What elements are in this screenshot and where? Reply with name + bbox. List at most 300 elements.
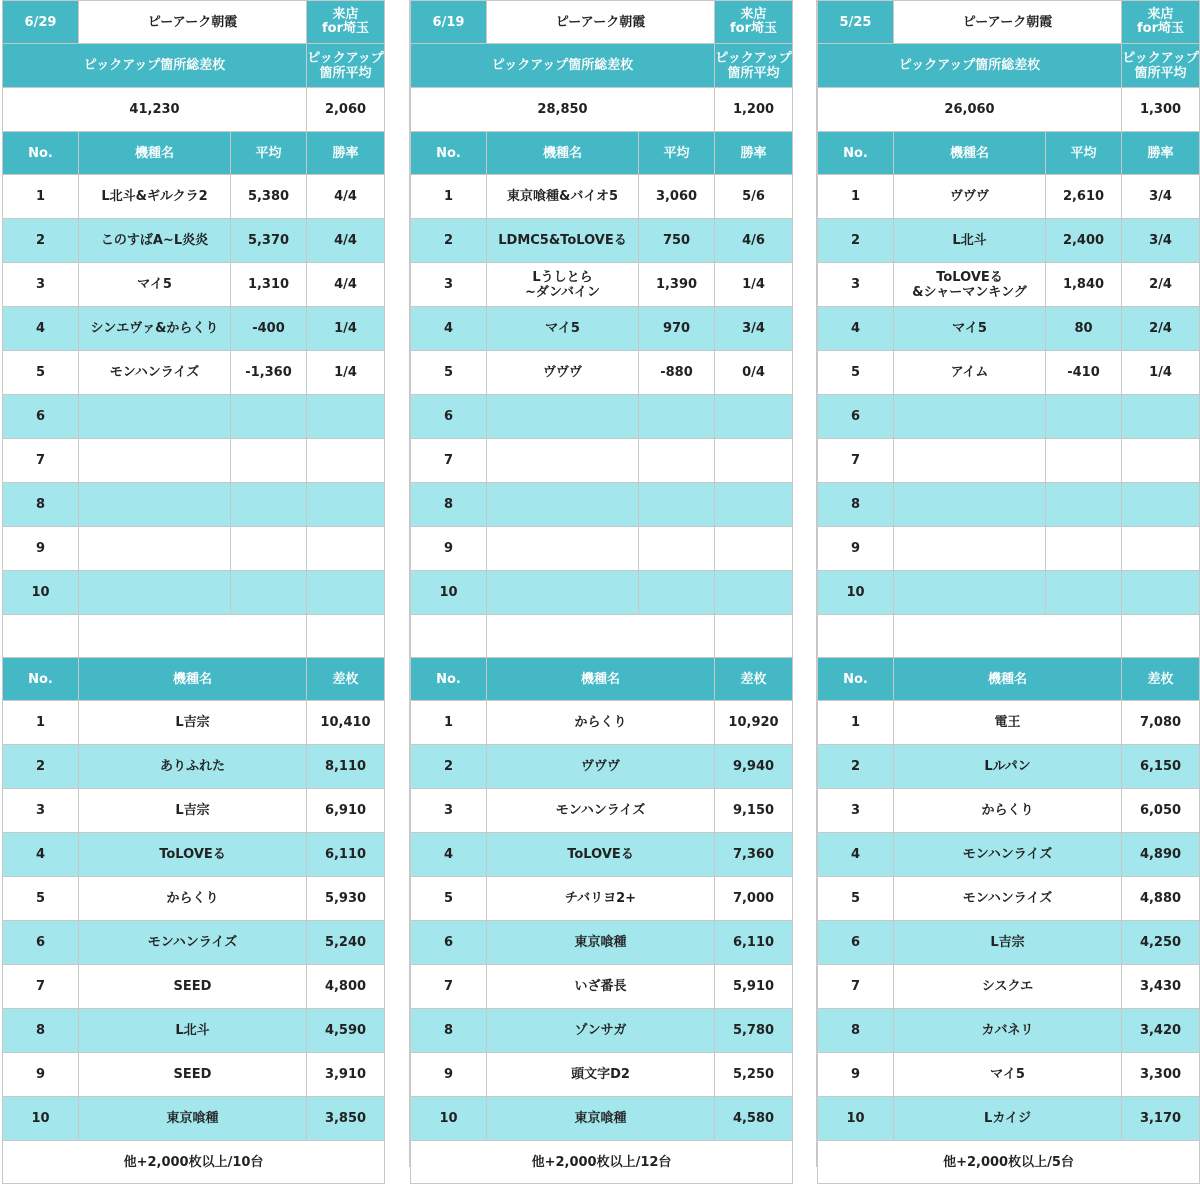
rank-no: 6 — [411, 921, 487, 965]
row-average — [639, 483, 715, 527]
row-model: アイム — [894, 351, 1046, 395]
spacer-cell — [79, 615, 307, 658]
row-win-rate — [715, 439, 793, 483]
col-header-average: 平均 — [1046, 132, 1122, 175]
rank-model: L北斗 — [79, 1009, 307, 1053]
pickup-row — [3, 175, 385, 219]
store-name: ピーアーク朝霞 — [894, 1, 1122, 44]
row-average: 1,310 — [231, 263, 307, 307]
ranking-row — [818, 1009, 1200, 1053]
rank-no: 9 — [3, 1053, 79, 1097]
date-cell: 6/29 — [3, 1, 79, 44]
pickup-avg-header: ピックアップ箇所平均 — [307, 44, 385, 88]
pickup-avg-value: 1,300 — [1122, 88, 1200, 132]
row-no: 4 — [411, 307, 487, 351]
row-no: 10 — [411, 571, 487, 615]
ranking-row — [411, 877, 793, 921]
pickup-avg-header: ピックアップ箇所平均 — [1122, 44, 1200, 88]
row-average: -400 — [231, 307, 307, 351]
rank-diff: 3,300 — [1122, 1053, 1200, 1097]
rank-no: 5 — [818, 877, 894, 921]
row-no: 2 — [818, 219, 894, 263]
row-no: 2 — [411, 219, 487, 263]
rank-no: 8 — [818, 1009, 894, 1053]
rank-model: Lカイジ — [894, 1097, 1122, 1141]
ranking-row — [818, 701, 1200, 745]
report-panel — [817, 0, 1199, 1184]
row-no: 2 — [3, 219, 79, 263]
row-no: 9 — [818, 527, 894, 571]
row-no: 8 — [818, 483, 894, 527]
row-no: 9 — [411, 527, 487, 571]
rank-diff: 5,250 — [715, 1053, 793, 1097]
row-win-rate: 1/4 — [307, 307, 385, 351]
rank-header-model: 機種名 — [79, 658, 307, 701]
row-model: マイ5 — [79, 263, 231, 307]
visit-region: for埼玉 — [1137, 21, 1185, 36]
pickup-row — [3, 351, 385, 395]
report-panel — [410, 0, 792, 1184]
ranking-row — [411, 833, 793, 877]
pickup-row — [411, 483, 793, 527]
col-header-no: No. — [3, 132, 79, 175]
visit-cell — [715, 1, 793, 44]
rank-model: 電王 — [894, 701, 1122, 745]
rank-no: 1 — [411, 701, 487, 745]
row-model: このすばA~L炎炎 — [79, 219, 231, 263]
rank-diff: 5,910 — [715, 965, 793, 1009]
row-no: 7 — [3, 439, 79, 483]
rank-no: 2 — [3, 745, 79, 789]
rank-diff: 4,800 — [307, 965, 385, 1009]
row-model — [894, 395, 1046, 439]
row-average: -410 — [1046, 351, 1122, 395]
ranking-row — [818, 833, 1200, 877]
pickup-row — [3, 527, 385, 571]
row-model: ToLOVEる &シャーマンキング — [894, 263, 1046, 307]
ranking-row — [3, 833, 385, 877]
row-win-rate — [715, 571, 793, 615]
ranking-row — [3, 921, 385, 965]
rank-no: 6 — [3, 921, 79, 965]
rank-model: モンハンライズ — [79, 921, 307, 965]
pickup-total-value: 41,230 — [3, 88, 307, 132]
rank-no: 5 — [3, 877, 79, 921]
row-model: シンエヴァ&からくり — [79, 307, 231, 351]
row-model — [894, 571, 1046, 615]
pickup-avg-value: 1,200 — [715, 88, 793, 132]
rank-no: 1 — [818, 701, 894, 745]
col-header-win-rate: 勝率 — [715, 132, 793, 175]
row-average: -1,360 — [231, 351, 307, 395]
row-average: 1,390 — [639, 263, 715, 307]
rank-diff: 4,590 — [307, 1009, 385, 1053]
row-average: 2,610 — [1046, 175, 1122, 219]
visit-label: 来店 — [332, 7, 359, 22]
ranking-row — [3, 965, 385, 1009]
ranking-row — [3, 745, 385, 789]
rank-no: 2 — [818, 745, 894, 789]
pickup-row — [818, 351, 1200, 395]
rank-diff: 3,910 — [307, 1053, 385, 1097]
rank-diff: 4,890 — [1122, 833, 1200, 877]
spacer-cell — [487, 615, 715, 658]
pickup-total-header: ピックアップ箇所総差枚 — [3, 44, 307, 88]
pickup-row — [3, 219, 385, 263]
rank-no: 2 — [411, 745, 487, 789]
row-no: 4 — [818, 307, 894, 351]
row-no: 1 — [818, 175, 894, 219]
ranking-row — [818, 1053, 1200, 1097]
row-no: 10 — [818, 571, 894, 615]
row-win-rate: 1/4 — [1122, 351, 1200, 395]
pickup-row — [3, 483, 385, 527]
rank-model: 東京喰種 — [79, 1097, 307, 1141]
rank-diff: 9,940 — [715, 745, 793, 789]
ranking-row — [411, 1053, 793, 1097]
row-average — [231, 439, 307, 483]
row-average: 80 — [1046, 307, 1122, 351]
rank-model: 頭文字D2 — [487, 1053, 715, 1097]
ranking-row — [411, 1097, 793, 1141]
rank-no: 7 — [411, 965, 487, 1009]
rank-diff: 4,880 — [1122, 877, 1200, 921]
pickup-row — [411, 439, 793, 483]
row-no: 3 — [411, 263, 487, 307]
rank-diff: 7,080 — [1122, 701, 1200, 745]
ranking-row — [3, 701, 385, 745]
row-average: 2,400 — [1046, 219, 1122, 263]
rank-model: L吉宗 — [79, 701, 307, 745]
row-model — [487, 483, 639, 527]
rank-header-no: No. — [818, 658, 894, 701]
footer-note: 他+2,000枚以上/12台 — [411, 1141, 793, 1184]
rank-model: いざ番長 — [487, 965, 715, 1009]
row-win-rate: 0/4 — [715, 351, 793, 395]
ranking-row — [818, 745, 1200, 789]
pickup-row — [818, 439, 1200, 483]
col-header-average: 平均 — [231, 132, 307, 175]
row-model: モンハンライズ — [79, 351, 231, 395]
rank-model: ゾンサガ — [487, 1009, 715, 1053]
row-average: 3,060 — [639, 175, 715, 219]
row-average — [1046, 439, 1122, 483]
visit-region: for埼玉 — [322, 21, 370, 36]
rank-model: ToLOVEる — [79, 833, 307, 877]
row-model — [487, 395, 639, 439]
pickup-row — [818, 571, 1200, 615]
ranking-row — [411, 701, 793, 745]
row-no: 5 — [411, 351, 487, 395]
rank-header-diff: 差枚 — [307, 658, 385, 701]
rank-diff: 6,150 — [1122, 745, 1200, 789]
row-no: 1 — [3, 175, 79, 219]
pickup-row — [818, 395, 1200, 439]
row-no: 6 — [411, 395, 487, 439]
row-no: 10 — [3, 571, 79, 615]
rank-model: マイ5 — [894, 1053, 1122, 1097]
pickup-row — [3, 395, 385, 439]
rank-model: からくり — [487, 701, 715, 745]
row-model: ヴヴヴ — [487, 351, 639, 395]
report-table — [410, 0, 793, 1184]
row-win-rate — [1122, 439, 1200, 483]
visit-cell — [307, 1, 385, 44]
row-average — [639, 439, 715, 483]
row-model — [894, 527, 1046, 571]
ranking-row — [411, 921, 793, 965]
rank-diff: 7,000 — [715, 877, 793, 921]
rank-no: 3 — [818, 789, 894, 833]
rank-no: 3 — [411, 789, 487, 833]
row-model — [487, 439, 639, 483]
ranking-row — [411, 745, 793, 789]
row-win-rate: 1/4 — [307, 351, 385, 395]
rank-model: シスクエ — [894, 965, 1122, 1009]
rank-model: モンハンライズ — [487, 789, 715, 833]
ranking-row — [3, 1009, 385, 1053]
row-win-rate: 4/6 — [715, 219, 793, 263]
row-win-rate: 1/4 — [715, 263, 793, 307]
row-win-rate — [1122, 395, 1200, 439]
row-average — [231, 527, 307, 571]
rank-diff: 3,170 — [1122, 1097, 1200, 1141]
row-average — [639, 395, 715, 439]
pickup-row — [3, 263, 385, 307]
pickup-total-value: 28,850 — [411, 88, 715, 132]
ranking-row — [818, 789, 1200, 833]
rank-diff: 5,930 — [307, 877, 385, 921]
row-model — [894, 439, 1046, 483]
rank-model: SEED — [79, 1053, 307, 1097]
row-win-rate — [1122, 483, 1200, 527]
row-win-rate — [715, 527, 793, 571]
row-model: マイ5 — [487, 307, 639, 351]
rank-model: モンハンライズ — [894, 833, 1122, 877]
row-win-rate — [307, 395, 385, 439]
pickup-row — [411, 175, 793, 219]
rank-no: 8 — [411, 1009, 487, 1053]
pickup-total-value: 26,060 — [818, 88, 1122, 132]
row-no: 9 — [3, 527, 79, 571]
row-average: 1,840 — [1046, 263, 1122, 307]
pickup-avg-value: 2,060 — [307, 88, 385, 132]
pickup-row — [411, 527, 793, 571]
row-no: 1 — [411, 175, 487, 219]
rank-diff: 3,420 — [1122, 1009, 1200, 1053]
row-no: 8 — [411, 483, 487, 527]
row-win-rate: 3/4 — [715, 307, 793, 351]
pickup-row — [3, 439, 385, 483]
col-header-model: 機種名 — [79, 132, 231, 175]
row-model — [894, 483, 1046, 527]
ranking-row — [411, 789, 793, 833]
rank-diff: 6,110 — [307, 833, 385, 877]
rank-model: Lルパン — [894, 745, 1122, 789]
rank-model: 東京喰種 — [487, 921, 715, 965]
row-no: 6 — [818, 395, 894, 439]
row-model: L北斗&ギルクラ2 — [79, 175, 231, 219]
rank-diff: 6,050 — [1122, 789, 1200, 833]
row-no: 5 — [3, 351, 79, 395]
row-average — [1046, 395, 1122, 439]
row-average: 5,380 — [231, 175, 307, 219]
row-average: 750 — [639, 219, 715, 263]
spacer-cell — [715, 615, 793, 658]
col-header-win-rate: 勝率 — [307, 132, 385, 175]
visit-label: 来店 — [1147, 7, 1174, 22]
rank-model: L吉宗 — [79, 789, 307, 833]
row-no: 3 — [818, 263, 894, 307]
row-win-rate: 3/4 — [1122, 175, 1200, 219]
pickup-row — [411, 263, 793, 307]
rank-model: L吉宗 — [894, 921, 1122, 965]
pickup-row — [411, 219, 793, 263]
row-no: 5 — [818, 351, 894, 395]
row-win-rate: 2/4 — [1122, 263, 1200, 307]
pickup-row — [3, 307, 385, 351]
row-no: 6 — [3, 395, 79, 439]
row-model — [487, 571, 639, 615]
row-no: 7 — [411, 439, 487, 483]
rank-model: からくり — [894, 789, 1122, 833]
rank-diff: 4,250 — [1122, 921, 1200, 965]
rank-diff: 7,360 — [715, 833, 793, 877]
ranking-row — [3, 877, 385, 921]
visit-label: 来店 — [740, 7, 767, 22]
pickup-row — [818, 263, 1200, 307]
rank-diff: 4,580 — [715, 1097, 793, 1141]
rank-model: 東京喰種 — [487, 1097, 715, 1141]
rank-diff: 3,850 — [307, 1097, 385, 1141]
store-name: ピーアーク朝霞 — [79, 1, 307, 44]
spacer-cell — [818, 615, 894, 658]
ranking-row — [818, 965, 1200, 1009]
ranking-row — [818, 1097, 1200, 1141]
rank-diff: 6,110 — [715, 921, 793, 965]
rank-diff: 8,110 — [307, 745, 385, 789]
visit-region: for埼玉 — [730, 21, 778, 36]
row-no: 8 — [3, 483, 79, 527]
pickup-row — [818, 527, 1200, 571]
row-win-rate: 4/4 — [307, 175, 385, 219]
rank-no: 5 — [411, 877, 487, 921]
row-average — [231, 571, 307, 615]
rank-model: ありふれた — [79, 745, 307, 789]
panel-separator — [384, 0, 410, 1167]
rank-no: 9 — [818, 1053, 894, 1097]
row-average — [231, 395, 307, 439]
rank-no: 6 — [818, 921, 894, 965]
ranking-row — [411, 965, 793, 1009]
pickup-row — [818, 483, 1200, 527]
report-panel — [2, 0, 384, 1184]
rank-header-model: 機種名 — [487, 658, 715, 701]
rank-diff: 5,780 — [715, 1009, 793, 1053]
footer-note: 他+2,000枚以上/5台 — [818, 1141, 1200, 1184]
footer-note: 他+2,000枚以上/10台 — [3, 1141, 385, 1184]
row-average — [1046, 527, 1122, 571]
panel-separator — [792, 0, 817, 1167]
row-win-rate — [1122, 527, 1200, 571]
rank-diff: 10,920 — [715, 701, 793, 745]
col-header-no: No. — [411, 132, 487, 175]
ranking-row — [411, 1009, 793, 1053]
row-win-rate — [715, 483, 793, 527]
rank-model: ToLOVEる — [487, 833, 715, 877]
ranking-row — [3, 1053, 385, 1097]
rank-model: SEED — [79, 965, 307, 1009]
col-header-no: No. — [818, 132, 894, 175]
row-win-rate: 3/4 — [1122, 219, 1200, 263]
row-no: 7 — [818, 439, 894, 483]
visit-cell — [1122, 1, 1200, 44]
pickup-row — [818, 307, 1200, 351]
pickup-row — [818, 219, 1200, 263]
pickup-row — [3, 571, 385, 615]
row-average: -880 — [639, 351, 715, 395]
row-win-rate: 5/6 — [715, 175, 793, 219]
rank-header-no: No. — [411, 658, 487, 701]
ranking-row — [818, 921, 1200, 965]
rank-diff: 5,240 — [307, 921, 385, 965]
row-model: L北斗 — [894, 219, 1046, 263]
rank-model: カバネリ — [894, 1009, 1122, 1053]
row-model: マイ5 — [894, 307, 1046, 351]
row-model: Lうしとら ~ダンバイン — [487, 263, 639, 307]
row-average — [1046, 483, 1122, 527]
date-cell: 5/25 — [818, 1, 894, 44]
rank-no: 10 — [3, 1097, 79, 1141]
row-win-rate — [307, 527, 385, 571]
row-average: 970 — [639, 307, 715, 351]
row-model — [79, 527, 231, 571]
spacer-cell — [307, 615, 385, 658]
row-win-rate — [1122, 571, 1200, 615]
rank-no: 10 — [411, 1097, 487, 1141]
rank-diff: 6,910 — [307, 789, 385, 833]
row-win-rate — [307, 483, 385, 527]
col-header-average: 平均 — [639, 132, 715, 175]
pickup-row — [411, 395, 793, 439]
ranking-row — [3, 1097, 385, 1141]
rank-diff: 9,150 — [715, 789, 793, 833]
date-cell: 6/19 — [411, 1, 487, 44]
rank-model: モンハンライズ — [894, 877, 1122, 921]
col-header-model: 機種名 — [894, 132, 1046, 175]
rank-diff: 3,430 — [1122, 965, 1200, 1009]
pickup-row — [818, 175, 1200, 219]
pickup-avg-header: ピックアップ箇所平均 — [715, 44, 793, 88]
spacer-cell — [3, 615, 79, 658]
pickup-total-header: ピックアップ箇所総差枚 — [818, 44, 1122, 88]
spacer-cell — [411, 615, 487, 658]
row-win-rate: 2/4 — [1122, 307, 1200, 351]
rank-model: からくり — [79, 877, 307, 921]
row-win-rate — [715, 395, 793, 439]
row-model — [487, 527, 639, 571]
row-average — [639, 527, 715, 571]
pickup-row — [411, 571, 793, 615]
rank-header-model: 機種名 — [894, 658, 1122, 701]
row-average — [1046, 571, 1122, 615]
rank-diff: 10,410 — [307, 701, 385, 745]
pickup-row — [411, 351, 793, 395]
report-table — [2, 0, 385, 1184]
col-header-model: 機種名 — [487, 132, 639, 175]
row-model: ヴヴヴ — [894, 175, 1046, 219]
rank-no: 4 — [3, 833, 79, 877]
